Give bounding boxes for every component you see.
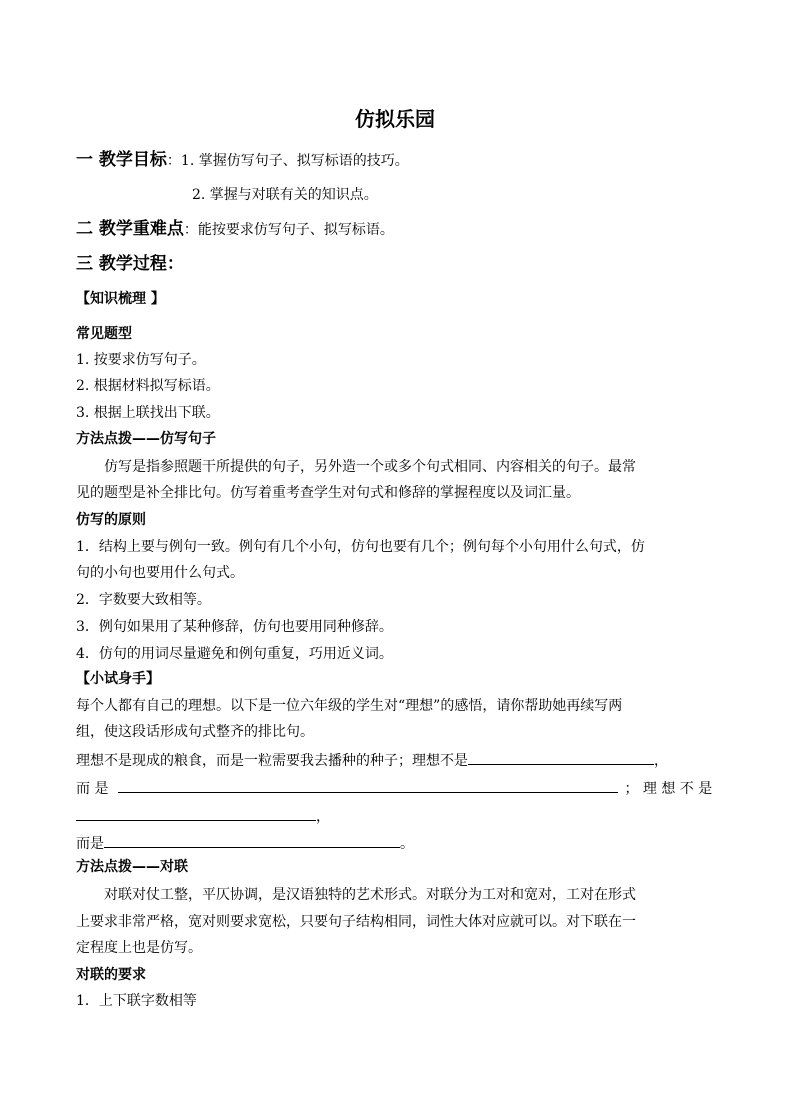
principle-line: 4．仿句的用词尽量避免和例句重复，巧用近义词。 [76, 646, 393, 662]
answer-blank-2[interactable] [118, 778, 618, 793]
principles-heading: 仿写的原则 [76, 512, 146, 528]
principle-line: 句的小句也要用什么句式。 [76, 565, 244, 581]
answer-blank-1[interactable] [468, 750, 654, 765]
ershi-label: 而 是 [76, 781, 109, 797]
method-paragraph-line: 仿写是指参照题干所提供的句子，另外造一个或多个句式相同、内容相关的句子。最常 [104, 459, 636, 475]
types-heading: 常见题型 [76, 326, 132, 342]
principle-line: 3．例句如果用了某种修辞，仿句也要用同种修辞。 [76, 619, 393, 635]
couplet-requirement-item: 1．上下联字数相等 [76, 993, 197, 1009]
semicolon-lixiang: ； 理 想 不 是 [624, 781, 713, 797]
section-goals [76, 150, 409, 171]
practice-label: 【小试身手】 [76, 671, 160, 687]
section-difficulties [76, 219, 394, 240]
couplet-paragraph-line: 定程度上也是仿写。 [76, 940, 202, 956]
section-process-heading: 三 教学过程： [76, 254, 184, 274]
method-heading-imitation: 方法点拨——仿写句子 [76, 431, 216, 447]
method-paragraph-line: 见的题型是补全排比句。仿写着重考查学生对句式和修辞的掌握程度以及词汇量。 [76, 485, 580, 501]
goal-item-1: ：1. 掌握仿写句子、拟写标语的技巧。 [166, 153, 409, 169]
section-goals-heading: 一 教学目标 [76, 150, 167, 170]
method-heading-couplet: 方法点拨——对联 [76, 859, 188, 875]
answer-blank-4[interactable] [104, 833, 400, 848]
comma: ， [654, 753, 668, 769]
ershi-label: 而是 [76, 836, 104, 852]
section-difficulties-heading: 二 教学重难点 [76, 219, 184, 239]
principle-line: 1．结构上要与例句一致。例句有几个小句，仿句也要有几个；例句每个小句用什么句式，仿 [76, 539, 645, 555]
practice-sentence-line-3 [76, 806, 330, 827]
comma: ， [316, 809, 330, 825]
practice-sentence-line-4 [76, 833, 414, 854]
principle-line: 2．字数要大致相等。 [76, 592, 211, 608]
type-item: 3. 根据上联找出下联。 [76, 405, 220, 421]
difficulties-text: ：能按要求仿写句子、拟写标语。 [183, 222, 394, 238]
practice-sentence-line-1 [76, 750, 668, 771]
type-item: 1. 按要求仿写句子。 [76, 352, 206, 368]
practice-intro-line: 组，使这段话形成句式整齐的排比句。 [76, 724, 314, 740]
goal-item-2: 2. 掌握与对联有关的知识点。 [192, 187, 378, 203]
practice-intro-line: 每个人都有自己的理想。以下是一位六年级的学生对“理想”的感悟，请你帮助她再续写两 [76, 698, 623, 714]
knowledge-label: 【知识梳理 】 [76, 291, 165, 307]
couplet-paragraph-line: 上要求非常严格，宽对则要求宽松，只要句子结构相同，词性大体对应就可以。对下联在一 [76, 914, 636, 930]
couplet-paragraph-line: 对联对仗工整，平仄协调，是汉语独特的艺术形式。对联分为工对和宽对，工对在形式 [104, 887, 636, 903]
type-item: 2. 根据材料拟写标语。 [76, 378, 220, 394]
couplet-requirements-heading: 对联的要求 [76, 967, 146, 983]
practice-sentence-start: 理想不是现成的粮食，而是一粒需要我去播种的种子；理想不是 [76, 753, 468, 769]
page-title: 仿拟乐园 [355, 107, 435, 131]
practice-sentence-line-2 [76, 778, 712, 799]
answer-blank-3[interactable] [76, 806, 316, 821]
period: 。 [400, 836, 414, 852]
